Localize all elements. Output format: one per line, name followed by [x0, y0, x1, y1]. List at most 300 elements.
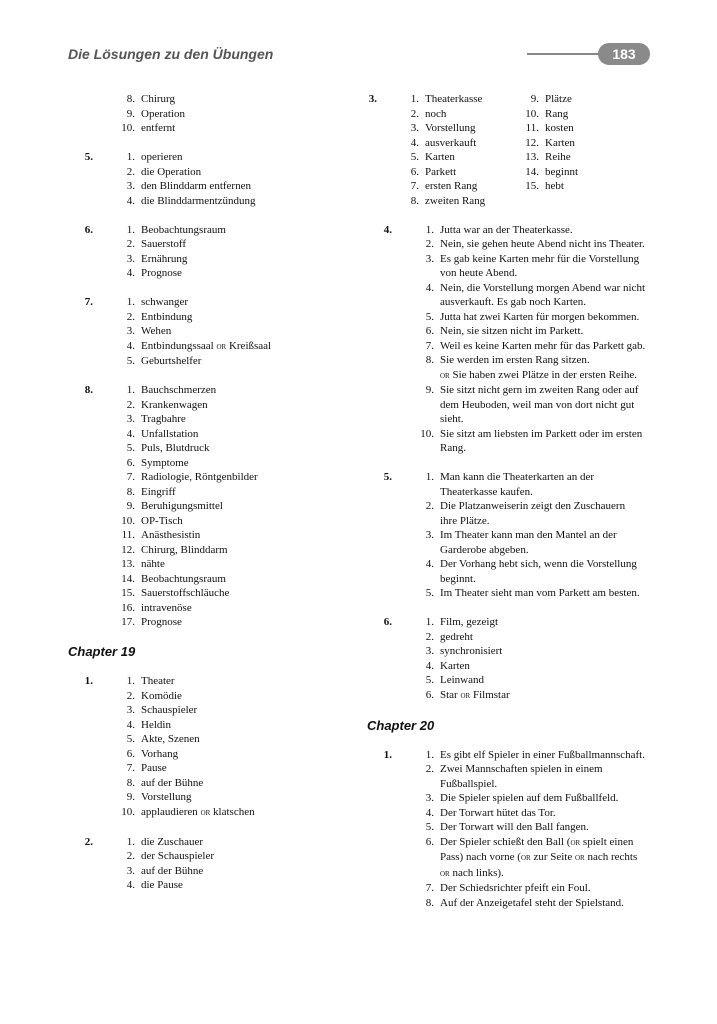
left-column [68, 92, 358, 907]
answer-text: nähte [141, 558, 165, 570]
answer-item [392, 835, 657, 851]
running-header-title: Die Lösungen zu den Übungen [68, 46, 274, 62]
answer-item [93, 615, 358, 630]
answer-text: Es gibt elf Spieler in einer Fußballmannschaft. [440, 748, 645, 761]
answer-text: Prognose [141, 267, 182, 279]
answer-item [93, 776, 358, 791]
or-keyword: or [570, 836, 581, 848]
answer-number: 4. [425, 806, 434, 819]
two-column-answers [377, 92, 657, 208]
answer-text: von heute Abend. [440, 267, 518, 279]
answer-number: 7. [425, 339, 434, 352]
answer-number: 3. [126, 325, 135, 337]
answer-list [93, 674, 358, 820]
answer-text: Parkett [425, 165, 457, 178]
answer-number: 4. [126, 879, 135, 891]
answer-item [392, 866, 657, 882]
answer-item [93, 499, 358, 514]
answer-text: Der Torwart will den Ball fangen. [440, 821, 589, 833]
answer-number: 3. [425, 792, 434, 804]
answer-text: Ernährung [141, 252, 188, 265]
exercise-block [367, 615, 657, 703]
answer-item [392, 777, 657, 792]
answer-item [93, 383, 358, 398]
answer-number: 7. [425, 882, 434, 894]
answer-item [517, 121, 657, 136]
exercise-block [68, 383, 358, 630]
page-number-badge: 183 [598, 43, 650, 65]
answer-number: 1. [126, 151, 135, 163]
answer-item [392, 499, 657, 514]
exercise-block [367, 470, 657, 601]
answer-text: Karten [425, 151, 455, 163]
answer-number: 3. [425, 252, 434, 265]
answer-item [392, 310, 657, 325]
answer-item [517, 179, 657, 194]
answer-text: Star or Filmstar [440, 688, 510, 701]
answer-item [377, 179, 517, 194]
answer-item [392, 586, 657, 601]
answer-item [392, 673, 657, 688]
answer-item [93, 237, 358, 252]
answer-number: 2. [126, 850, 135, 862]
exercise-block [367, 748, 657, 911]
answer-text: Beobachtungsraum [141, 223, 226, 236]
answer-item [93, 747, 358, 762]
answer-number: 11. [525, 122, 539, 134]
answer-text: Radiologie, Röntgenbilder [141, 471, 258, 483]
answer-text: ausverkauft [425, 136, 477, 149]
answer-number: 7. [126, 471, 135, 483]
exercise-body [392, 223, 657, 456]
answer-text: die Blinddarmentzündung [141, 194, 256, 207]
answer-item [93, 674, 358, 689]
answer-text: die Zuschauer [141, 835, 203, 848]
answer-item [392, 688, 657, 704]
answer-number: 7. [410, 180, 419, 192]
answer-number: 6. [425, 688, 434, 701]
answer-item [392, 412, 657, 427]
answer-text: operieren [141, 151, 183, 163]
answer-text: Akte, Szenen [141, 733, 200, 745]
answer-item [377, 165, 517, 180]
answer-item [392, 896, 657, 911]
answer-number: 4. [126, 718, 135, 731]
exercise-body [93, 295, 358, 369]
answer-text: Im Theater sieht man vom Parkett am besten. [440, 587, 640, 599]
answer-text: sieht. [440, 413, 464, 425]
exercise-body [392, 615, 657, 703]
answer-number: 10. [420, 427, 434, 440]
answer-number: 11. [121, 529, 135, 541]
answer-item [93, 703, 358, 718]
answer-text: Karten [545, 136, 575, 149]
answer-text: Anästhesistin [141, 529, 201, 541]
answer-text: Der Schiedsrichter pfeift ein Foul. [440, 882, 591, 894]
answer-item [392, 791, 657, 806]
answer-item [93, 412, 358, 427]
answer-item [392, 748, 657, 763]
answer-item [93, 339, 358, 355]
answer-item [392, 353, 657, 368]
answer-text: Zwei Mannschaften spielen in einem [440, 763, 603, 775]
chapter-heading: Chapter 19 [68, 644, 136, 659]
answer-item [392, 881, 657, 896]
answer-item [392, 398, 657, 413]
answer-item [392, 383, 657, 398]
answer-number: 2. [126, 165, 135, 178]
answer-number: 4. [126, 194, 135, 207]
or-keyword: or [216, 340, 227, 352]
answer-number: 1. [126, 296, 135, 308]
answer-number: 8. [425, 896, 434, 909]
answer-list [517, 92, 657, 208]
answer-text: Nein, die Vorstellung morgen Abend war nicht [440, 281, 645, 294]
answer-text: die Operation [141, 165, 202, 178]
answer-item [93, 586, 358, 601]
answer-text: Die Spieler spielen auf dem Fußballfeld. [440, 792, 619, 804]
answer-text: Garderobe abgeben. [440, 543, 529, 556]
exercise-body [93, 383, 358, 630]
answer-text: entfernt [141, 122, 176, 134]
answer-number: 12. [525, 136, 539, 149]
answer-item [392, 644, 657, 659]
answer-text: OP-Tisch [141, 514, 183, 527]
answer-number: 17. [121, 616, 135, 628]
answer-text: Schauspieler [141, 704, 198, 716]
answer-item [392, 850, 657, 866]
answer-item [93, 528, 358, 543]
answer-item [392, 470, 657, 485]
answer-item [93, 761, 358, 776]
answer-number: 9. [425, 384, 434, 396]
answer-text: Der Spieler schießt den Ball (or spielt einen [440, 835, 634, 848]
answer-number: 9. [126, 500, 135, 512]
answer-text: Nein, sie sitzen nicht im Parkett. [440, 325, 584, 337]
answer-item [392, 806, 657, 821]
answer-item [93, 354, 358, 369]
answer-item [392, 615, 657, 630]
answer-item [93, 179, 358, 194]
answer-item [392, 514, 657, 529]
answer-text: ihre Plätze. [440, 514, 490, 527]
answer-text: noch [425, 107, 447, 120]
answer-text: Entbindung [141, 310, 193, 323]
answer-item [93, 427, 358, 442]
answer-number: 6. [425, 325, 434, 337]
answer-number: 2. [425, 500, 434, 512]
answer-text: Unfallstation [141, 427, 199, 440]
answer-text: die Pause [141, 879, 183, 891]
answer-text: Eingriff [141, 485, 176, 498]
answer-text: Komödie [141, 689, 182, 702]
answer-item [392, 427, 657, 442]
exercise-block [68, 150, 358, 208]
answer-item [392, 281, 657, 296]
answer-item [93, 864, 358, 879]
answer-number: 4. [126, 427, 135, 440]
answer-list [392, 748, 657, 911]
answer-text: applaudieren or klatschen [141, 805, 255, 818]
answer-list [93, 223, 358, 281]
answer-text: Krankenwagen [141, 398, 208, 411]
answer-text: auf der Bühne [141, 864, 204, 877]
header-rule [527, 53, 607, 55]
answer-text: Theaterkasse [425, 93, 483, 105]
answer-number: 6. [126, 747, 135, 760]
answer-text: beginnt. [440, 572, 476, 585]
answer-number: 3. [126, 180, 135, 192]
answer-text: Karten [440, 659, 470, 672]
answer-text: Theater [141, 675, 175, 687]
answer-list [377, 92, 517, 208]
answer-number: 4. [425, 281, 434, 294]
answer-number: 12. [121, 543, 135, 556]
answer-number: 5. [425, 587, 434, 599]
answer-text: Theaterkasse kaufen. [440, 485, 533, 498]
or-keyword: or [460, 689, 471, 701]
answer-text: Tragbahre [141, 413, 186, 425]
exercise-body [93, 150, 358, 208]
answer-number: 5. [126, 733, 135, 745]
answer-text: ersten Rang [425, 180, 478, 192]
answer-number: 4. [126, 267, 135, 279]
answer-item [93, 266, 358, 281]
answer-item [377, 92, 517, 107]
answer-text: Operation [141, 107, 185, 120]
answer-number: 9. [126, 107, 135, 120]
answer-number: 3. [425, 529, 434, 541]
answer-text: Sie sitzt am liebsten im Parkett oder im ersten [440, 427, 643, 440]
answer-item [93, 543, 358, 558]
answer-text: Geburtshelfer [141, 355, 202, 367]
answer-list [392, 615, 657, 703]
answer-number: 1. [425, 748, 434, 761]
answer-number: 5. [410, 151, 419, 163]
answer-number: 15. [525, 180, 539, 192]
answer-text: Vorhang [141, 747, 179, 760]
answer-text: Chirurg [141, 93, 176, 105]
exercise-number: 1. [84, 675, 93, 687]
answer-item [392, 324, 657, 339]
answer-item [517, 136, 657, 151]
answer-item [517, 165, 657, 180]
answer-number: 9. [530, 93, 539, 105]
exercise-block [68, 223, 358, 281]
answer-text: Prognose [141, 616, 182, 628]
answer-item [392, 630, 657, 645]
answer-text: Vorstellung [141, 791, 192, 803]
answer-item [93, 557, 358, 572]
answer-text: Es gab keine Karten mehr für die Vorstellung [440, 252, 640, 265]
answer-item [93, 310, 358, 325]
answer-text: Wehen [141, 325, 172, 337]
answer-item [93, 441, 358, 456]
answer-text: Beobachtungsraum [141, 572, 226, 585]
answer-text: Fußballspiel. [440, 777, 498, 790]
exercise-block [68, 835, 358, 893]
answer-text: Rang. [440, 442, 466, 454]
answer-item [93, 805, 358, 821]
answer-number: 2. [126, 310, 135, 323]
answer-item [93, 92, 358, 107]
exercise-block [68, 295, 358, 369]
exercise-number: 5. [84, 151, 93, 163]
answer-item [93, 107, 358, 122]
answer-number: 3. [126, 413, 135, 425]
answer-item [377, 150, 517, 165]
answer-item [93, 878, 358, 893]
exercise-number: 1. [383, 748, 392, 761]
or-keyword: or [440, 369, 450, 381]
answer-text: auf der Bühne [141, 776, 204, 789]
or-keyword: or [200, 806, 211, 818]
answer-number: 6. [410, 165, 419, 178]
answer-list [392, 470, 657, 601]
exercise-number: 2. [84, 835, 93, 848]
answer-item [93, 165, 358, 180]
answer-item [392, 528, 657, 543]
answer-text: Die Platzanweiserin zeigt den Zuschauern [440, 500, 626, 512]
or-keyword: or [520, 852, 531, 863]
answer-text: Jutta war an der Theaterkasse. [440, 223, 573, 236]
answer-item [93, 485, 358, 500]
answer-number: 5. [425, 310, 434, 323]
answer-number: 5. [126, 442, 135, 454]
answer-text: Sie werden im ersten Rang sitzen. [440, 354, 590, 366]
answer-list [93, 383, 358, 630]
exercise-number: 7. [84, 296, 93, 308]
answer-number: 16. [121, 601, 135, 614]
exercise-number: 6. [84, 223, 93, 236]
answer-item [392, 441, 657, 456]
answer-item [377, 194, 517, 209]
answer-item [93, 295, 358, 310]
answer-item [392, 557, 657, 572]
answer-item [93, 150, 358, 165]
answer-item [392, 572, 657, 587]
answer-item [93, 252, 358, 267]
answer-text: Der Vorhang hebt sich, wenn die Vorstellung [440, 558, 637, 570]
answer-text: synchronisiert [440, 645, 503, 657]
exercise-body [392, 470, 657, 601]
answer-text: gedreht [440, 630, 473, 643]
answer-text: schwanger [141, 296, 189, 308]
answer-text: Heldin [141, 718, 171, 731]
answer-number: 5. [425, 821, 434, 833]
answer-item [93, 324, 358, 339]
answer-text: Bauchschmerzen [141, 384, 217, 396]
answer-number: 14. [525, 165, 539, 178]
answer-number: 2. [425, 238, 434, 250]
or-keyword: or [574, 852, 585, 863]
answer-text: Auf der Anzeigetafel steht der Spielstand. [440, 896, 624, 909]
answer-item [392, 659, 657, 674]
answer-number: 3. [425, 645, 434, 657]
answer-number: 3. [410, 122, 419, 134]
answer-item [377, 121, 517, 136]
answer-item [93, 398, 358, 413]
answer-number: 8. [410, 194, 419, 207]
exercise-number: 5. [383, 471, 392, 483]
exercise-block [367, 92, 657, 208]
answer-item [93, 194, 358, 209]
answer-number: 5. [126, 355, 135, 367]
answer-item [392, 485, 657, 500]
answer-item [517, 92, 657, 107]
answer-item [93, 732, 358, 747]
answer-text: Weil es keine Karten mehr für das Parkett gab. [440, 339, 646, 352]
answer-number: 13. [525, 151, 539, 163]
answer-list [93, 150, 358, 208]
answer-item [392, 223, 657, 238]
answer-text: Pause [141, 762, 167, 774]
answer-number: 8. [126, 485, 135, 498]
answer-text: Pass) nach vorne (or zur Seite or nach rechts [440, 851, 638, 863]
answer-text: ausverkauft. Es gab noch Karten. [440, 296, 587, 308]
answer-number: 1. [126, 223, 135, 236]
answer-number: 9. [126, 791, 135, 803]
exercise-body [93, 674, 358, 820]
answer-number: 3. [126, 864, 135, 877]
answer-item [392, 820, 657, 835]
answer-list [93, 835, 358, 893]
answer-number: 10. [121, 122, 135, 134]
answer-number: 4. [425, 659, 434, 672]
answer-number: 1. [410, 93, 419, 105]
answer-number: 3. [126, 252, 135, 265]
answer-number: 2. [410, 107, 419, 120]
answer-item [377, 107, 517, 122]
answer-number: 10. [121, 514, 135, 527]
answer-number: 1. [425, 616, 434, 628]
exercise-block [367, 223, 657, 456]
answer-text: Rang [545, 107, 569, 120]
answer-text: Man kann die Theaterkarten an der [440, 471, 595, 483]
answer-number: 6. [126, 456, 135, 469]
answer-number: 8. [425, 354, 434, 366]
or-keyword: or [440, 867, 450, 879]
answer-item [517, 107, 657, 122]
right-column [367, 92, 657, 925]
exercise-number: 4. [383, 223, 392, 236]
answer-item [392, 266, 657, 281]
answer-item [392, 237, 657, 252]
answer-number: 1. [126, 835, 135, 848]
answer-item [517, 150, 657, 165]
exercise-number: 6. [383, 616, 392, 628]
answer-text: or Sie haben zwei Plätze in der ersten Reihe. [440, 368, 637, 381]
answer-text: Plätze [545, 93, 572, 105]
answer-list [392, 223, 657, 456]
answer-item [93, 790, 358, 805]
answer-text: Sauerstoffschläuche [141, 587, 230, 599]
answer-number: 1. [126, 675, 135, 687]
answer-item [392, 368, 657, 384]
answer-number: 6. [425, 835, 434, 848]
exercise-body [377, 92, 657, 208]
answer-item [93, 835, 358, 850]
answer-item [392, 252, 657, 267]
answer-number: 10. [121, 805, 135, 818]
answer-number: 4. [425, 558, 434, 570]
answer-number: 10. [525, 107, 539, 120]
answer-number: 3. [126, 704, 135, 716]
answer-number: 8. [126, 93, 135, 105]
answer-number: 4. [410, 136, 419, 149]
answer-text: dem Heuboden, weil man von dort nicht gut [440, 398, 635, 411]
answer-list [93, 92, 358, 136]
